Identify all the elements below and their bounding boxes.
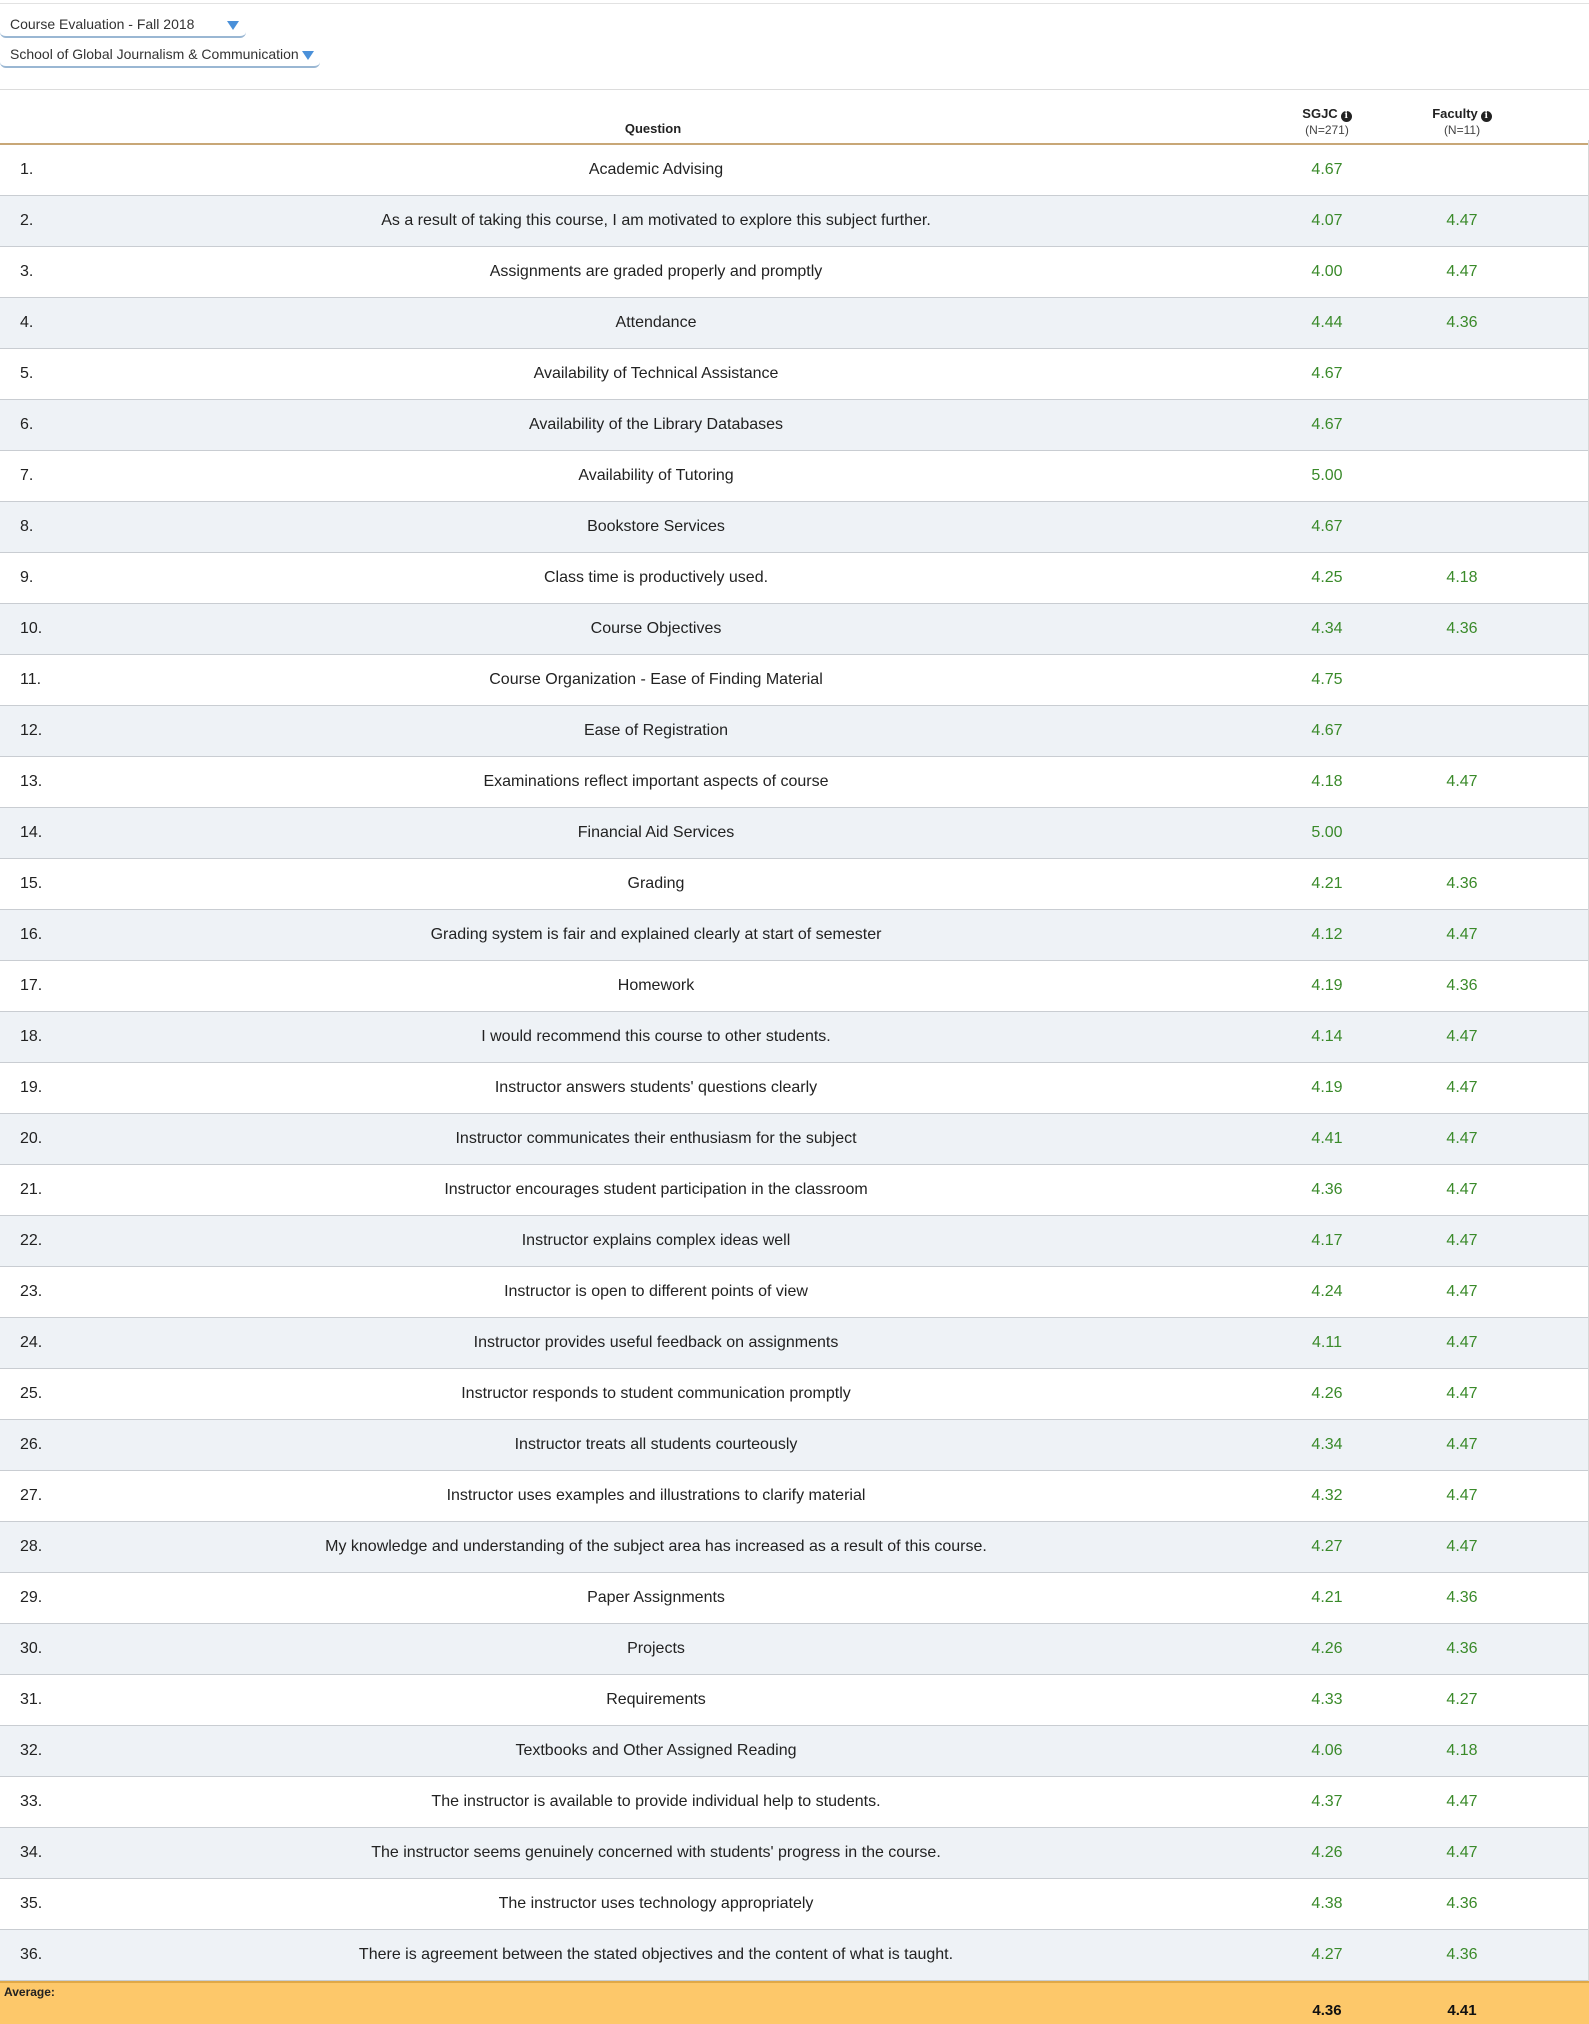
sgjc-column-header <box>1267 106 1387 137</box>
table-row <box>0 1828 1589 1879</box>
faculty-score: 4.36 <box>1446 977 1478 994</box>
question-text: Grading system is fair and explained clearly at start of semester <box>430 926 882 943</box>
sgjc-score: 4.07 <box>1311 212 1343 229</box>
table-row <box>0 1573 1589 1624</box>
question-text: I would recommend this course to other students. <box>481 1028 831 1045</box>
question-text: Ease of Registration <box>583 722 729 739</box>
sgjc-score: 4.00 <box>1311 263 1343 280</box>
faculty-score: 4.47 <box>1446 263 1478 280</box>
faculty-score: 4.18 <box>1446 569 1478 586</box>
sgjc-score: 4.27 <box>1311 1538 1343 1555</box>
faculty-score: 4.27 <box>1446 1691 1478 1708</box>
sgjc-score: 4.75 <box>1311 671 1343 688</box>
faculty-score <box>1402 400 1522 450</box>
table-row <box>0 1777 1589 1828</box>
faculty-score <box>1402 349 1522 399</box>
table-row <box>0 1318 1589 1369</box>
question-text: There is agreement between the stated objectives and the content of what is taught. <box>358 1946 954 1963</box>
sgjc-score: 4.67 <box>1311 161 1343 178</box>
table-row <box>0 247 1589 298</box>
row-number: 22. <box>20 1232 43 1249</box>
sgjc-score: 4.67 <box>1311 365 1343 382</box>
school-dropdown[interactable] <box>0 42 320 68</box>
sgjc-score: 4.41 <box>1311 1130 1343 1147</box>
row-number: 10. <box>20 620 43 637</box>
row-number: 26. <box>20 1436 43 1453</box>
sgjc-header-label: SGJC <box>1302 106 1338 121</box>
faculty-score: 4.36 <box>1446 1946 1478 1963</box>
sgjc-score: 4.26 <box>1311 1844 1343 1861</box>
question-text: Instructor is open to different points of view <box>504 1283 808 1300</box>
row-number: 9. <box>20 569 34 586</box>
question-text: Instructor treats all students courteously <box>514 1436 798 1453</box>
row-number: 35. <box>20 1895 43 1912</box>
question-text: Grading <box>627 875 685 892</box>
faculty-score <box>1402 145 1522 195</box>
row-number: 3. <box>20 263 34 280</box>
row-number: 6. <box>20 416 34 433</box>
faculty-score: 4.47 <box>1446 1283 1478 1300</box>
row-number: 27. <box>20 1487 43 1504</box>
row-number: 7. <box>20 467 34 484</box>
sgjc-score: 4.67 <box>1311 518 1343 535</box>
question-text: Financial Aid Services <box>577 824 735 841</box>
faculty-score: 4.47 <box>1446 1844 1478 1861</box>
row-number: 8. <box>20 518 34 535</box>
faculty-score: 4.36 <box>1446 620 1478 637</box>
faculty-score: 4.36 <box>1446 1895 1478 1912</box>
sgjc-score: 4.36 <box>1311 1181 1343 1198</box>
chevron-down-icon <box>302 51 314 60</box>
evaluation-table <box>0 90 1589 1981</box>
row-number: 14. <box>20 824 43 841</box>
sgjc-score: 4.11 <box>1312 1334 1342 1351</box>
question-text: Instructor uses examples and illustrations to clarify material <box>446 1487 866 1504</box>
row-number: 5. <box>20 365 34 382</box>
table-row <box>0 400 1589 451</box>
row-number: 36. <box>20 1946 43 1963</box>
top-divider <box>0 3 1589 4</box>
table-body <box>0 145 1589 1981</box>
faculty-score: 4.47 <box>1446 1079 1478 1096</box>
question-text: Assignments are graded properly and promptly <box>489 263 823 280</box>
row-number: 28. <box>20 1538 43 1555</box>
question-text: My knowledge and understanding of the subject area has increased as a result of this course. <box>325 1538 987 1555</box>
question-text: The instructor uses technology appropriately <box>498 1895 814 1912</box>
table-row <box>0 1930 1589 1981</box>
row-number: 4. <box>20 314 34 331</box>
faculty-score: 4.47 <box>1446 1232 1478 1249</box>
sgjc-score: 4.33 <box>1311 1691 1343 1708</box>
sgjc-score: 4.27 <box>1311 1946 1343 1963</box>
row-number: 12. <box>20 722 43 739</box>
table-row <box>0 1624 1589 1675</box>
faculty-score: 4.47 <box>1446 1487 1478 1504</box>
row-number: 18. <box>20 1028 43 1045</box>
table-row <box>0 1063 1589 1114</box>
faculty-score: 4.47 <box>1446 1538 1478 1555</box>
faculty-score: 4.36 <box>1446 1589 1478 1606</box>
sgjc-score: 4.38 <box>1311 1895 1343 1912</box>
question-text: The instructor seems genuinely concerned with students' progress in the course. <box>371 1844 941 1861</box>
table-row <box>0 1114 1589 1165</box>
row-number: 33. <box>20 1793 43 1810</box>
faculty-score: 4.47 <box>1446 1130 1478 1147</box>
faculty-score: 4.47 <box>1446 773 1478 790</box>
question-text: Textbooks and Other Assigned Reading <box>515 1742 797 1759</box>
faculty-score: 4.47 <box>1446 926 1478 943</box>
table-row <box>0 1369 1589 1420</box>
chevron-down-icon <box>227 21 239 30</box>
row-number: 1. <box>20 161 34 178</box>
faculty-score: 4.36 <box>1446 1640 1478 1657</box>
sgjc-score: 5.00 <box>1311 467 1343 484</box>
question-text: Requirements <box>606 1691 706 1708</box>
faculty-score: 4.18 <box>1446 1742 1478 1759</box>
table-row <box>0 706 1589 757</box>
term-dropdown-label: Course Evaluation - Fall 2018 <box>10 16 195 32</box>
faculty-score: 4.47 <box>1446 212 1478 229</box>
sgjc-score: 4.34 <box>1311 1436 1343 1453</box>
table-row <box>0 604 1589 655</box>
faculty-score <box>1402 706 1522 756</box>
row-number: 20. <box>20 1130 43 1147</box>
table-header <box>0 90 1589 145</box>
question-text: Instructor encourages student participation in the classroom <box>444 1181 868 1198</box>
sgjc-score: 4.14 <box>1311 1028 1343 1045</box>
table-row <box>0 1267 1589 1318</box>
sgjc-score: 4.18 <box>1311 773 1343 790</box>
question-text: As a result of taking this course, I am motivated to explore this subject further. <box>381 212 931 229</box>
row-number: 25. <box>20 1385 43 1402</box>
question-text: Academic Advising <box>588 161 724 178</box>
faculty-score: 4.47 <box>1446 1793 1478 1810</box>
row-number: 30. <box>20 1640 43 1657</box>
faculty-score <box>1402 451 1522 501</box>
table-row <box>0 349 1589 400</box>
sgjc-score: 4.06 <box>1311 1742 1343 1759</box>
row-number: 23. <box>20 1283 43 1300</box>
sgjc-score: 4.44 <box>1311 314 1343 331</box>
row-number: 24. <box>20 1334 43 1351</box>
sgjc-score: 4.17 <box>1311 1232 1343 1249</box>
row-number: 2. <box>20 212 34 229</box>
faculty-score <box>1402 502 1522 552</box>
question-column-header: Question <box>624 121 682 136</box>
table-row <box>0 1165 1589 1216</box>
sgjc-score: 4.19 <box>1311 1079 1343 1096</box>
sgjc-score: 4.19 <box>1311 977 1343 994</box>
question-text: Class time is productively used. <box>543 569 769 586</box>
table-row <box>0 655 1589 706</box>
row-number: 32. <box>20 1742 43 1759</box>
question-text: Examinations reflect important aspects of course <box>483 773 829 790</box>
table-row <box>0 1675 1589 1726</box>
table-row <box>0 1420 1589 1471</box>
faculty-score: 4.47 <box>1446 1334 1478 1351</box>
faculty-count: (N=11) <box>1443 123 1481 137</box>
question-text: Instructor explains complex ideas well <box>521 1232 791 1249</box>
info-icon[interactable]: i <box>1481 111 1492 122</box>
question-text: Instructor answers students' questions clearly <box>494 1079 818 1096</box>
row-number: 19. <box>20 1079 43 1096</box>
table-row <box>0 298 1589 349</box>
faculty-score: 4.47 <box>1446 1181 1478 1198</box>
sgjc-score: 4.12 <box>1311 926 1343 943</box>
row-number: 29. <box>20 1589 43 1606</box>
sgjc-score: 4.26 <box>1311 1385 1343 1402</box>
table-row <box>0 859 1589 910</box>
sgjc-score: 4.24 <box>1311 1283 1343 1300</box>
question-text: Instructor communicates their enthusiasm for the subject <box>455 1130 857 1147</box>
sgjc-count: (N=271) <box>1305 123 1349 137</box>
average-row <box>0 1981 1589 2024</box>
table-row <box>0 1522 1589 1573</box>
table-row <box>0 757 1589 808</box>
faculty-score: 4.36 <box>1446 314 1478 331</box>
row-number: 16. <box>20 926 43 943</box>
question-text: Availability of Technical Assistance <box>533 365 779 382</box>
question-text: Instructor responds to student communication promptly <box>461 1385 851 1402</box>
question-text: Attendance <box>615 314 697 331</box>
average-sgjc-value: 4.36 <box>1312 2002 1342 2019</box>
average-label: Average: <box>4 1985 55 1999</box>
table-row <box>0 910 1589 961</box>
table-row <box>0 502 1589 553</box>
question-text: Availability of the Library Databases <box>528 416 784 433</box>
question-text: Bookstore Services <box>587 518 725 535</box>
table-row <box>0 1726 1589 1777</box>
table-row <box>0 1216 1589 1267</box>
question-text: Homework <box>617 977 695 994</box>
faculty-score <box>1402 808 1522 858</box>
question-text: The instructor is available to provide individual help to students. <box>431 1793 881 1810</box>
question-text: Paper Assignments <box>587 1589 725 1606</box>
table-row <box>0 145 1589 196</box>
faculty-score: 4.36 <box>1446 875 1478 892</box>
term-dropdown[interactable] <box>0 12 246 38</box>
sgjc-score: 4.34 <box>1311 620 1343 637</box>
table-row <box>0 451 1589 502</box>
sgjc-score: 4.26 <box>1311 1640 1343 1657</box>
table-row <box>0 1012 1589 1063</box>
sgjc-score: 4.32 <box>1311 1487 1343 1504</box>
question-text: Course Organization - Ease of Finding Material <box>489 671 823 688</box>
table-row <box>0 196 1589 247</box>
sgjc-score: 4.21 <box>1311 875 1343 892</box>
faculty-score <box>1402 655 1522 705</box>
row-number: 31. <box>20 1691 43 1708</box>
info-icon[interactable]: i <box>1341 111 1352 122</box>
sgjc-score: 4.67 <box>1311 416 1343 433</box>
faculty-column-header <box>1402 106 1522 137</box>
sgjc-score: 5.00 <box>1311 824 1343 841</box>
row-number: 17. <box>20 977 43 994</box>
average-faculty-value: 4.41 <box>1447 2002 1477 2019</box>
faculty-score: 4.47 <box>1446 1028 1478 1045</box>
table-row <box>0 808 1589 859</box>
question-text: Availability of Tutoring <box>578 467 734 484</box>
row-number: 15. <box>20 875 43 892</box>
sgjc-score: 4.21 <box>1311 1589 1343 1606</box>
table-row <box>0 553 1589 604</box>
table-row <box>0 1879 1589 1930</box>
question-text: Course Objectives <box>590 620 722 637</box>
table-row <box>0 961 1589 1012</box>
row-number: 34. <box>20 1844 43 1861</box>
school-dropdown-label: School of Global Journalism & Communication <box>10 46 299 62</box>
row-number: 11. <box>20 671 42 688</box>
row-number: 21. <box>20 1181 43 1198</box>
question-text: Projects <box>627 1640 685 1657</box>
sgjc-score: 4.67 <box>1311 722 1343 739</box>
sgjc-score: 4.25 <box>1311 569 1343 586</box>
faculty-score: 4.47 <box>1446 1436 1478 1453</box>
faculty-header-label: Faculty <box>1432 106 1478 121</box>
row-number: 13. <box>20 773 43 790</box>
question-text: Instructor provides useful feedback on assignments <box>473 1334 839 1351</box>
table-row <box>0 1471 1589 1522</box>
sgjc-score: 4.37 <box>1311 1793 1343 1810</box>
faculty-score: 4.47 <box>1446 1385 1478 1402</box>
